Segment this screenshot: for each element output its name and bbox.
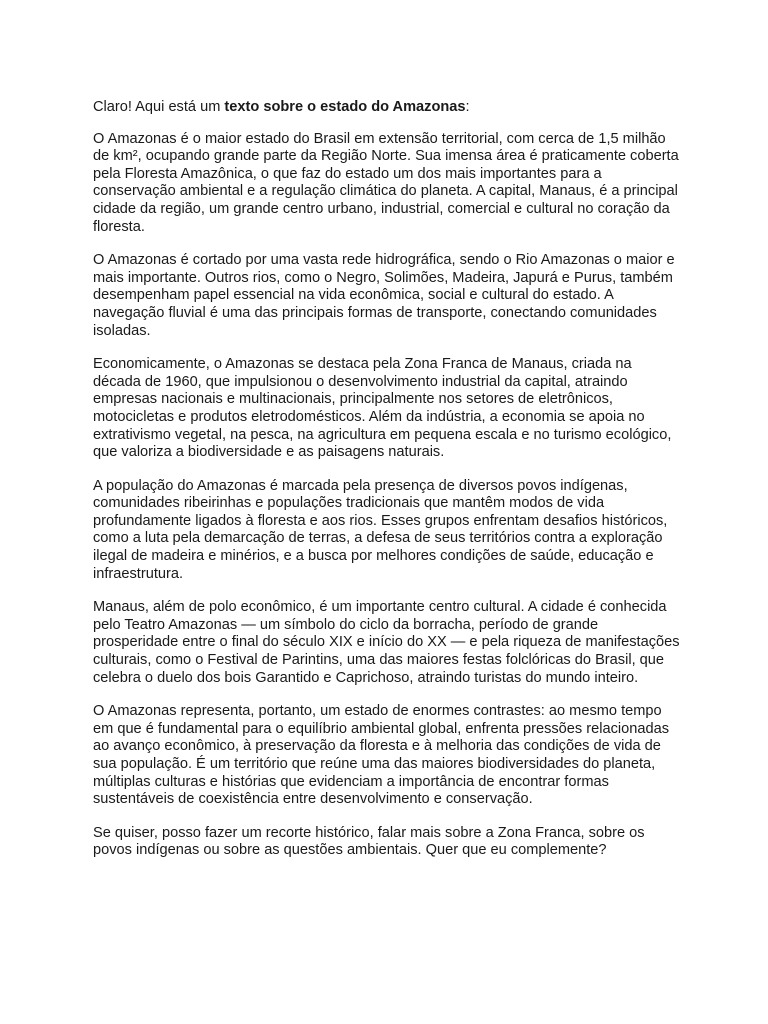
intro-bold-title: texto sobre o estado do Amazonas [224, 99, 466, 115]
document-body [93, 99, 683, 876]
intro-suffix: : [465, 99, 470, 115]
paragraph-culture: Manaus, além de polo econômico, é um importante centro cultural. A cidade é conhecida pelo Teatro Amazonas — um símbolo do ciclo da borracha, período de grande prosperidade entre o final do século XIX e início do XX — e pela riqueza de manifestações culturais, como o Festival de Parintins, uma das maiores festas folclóricas do Brasil, que celebra o duelo dos bois Garantido e Caprichoso, atraindo turistas do mundo inteiro. [93, 599, 680, 686]
paragraph-hydrography: O Amazonas é cortado por uma vasta rede hidrográfica, sendo o Rio Amazonas o maior e mais importante. Outros rios, como o Negro, Solimões, Madeira, Japurá e Purus, também desempenham papel essencial na vida econômica, social e cultural do estado. A navegação fluvial é uma das principais formas de transporte, conectando comunidades isoladas. [93, 252, 675, 339]
paragraph-follow-up: Se quiser, posso fazer um recorte histórico, falar mais sobre a Zona Franca, sobre os povos indígenas ou sobre as questões ambientais. Quer que eu complemente? [93, 824, 645, 859]
paragraph-conclusion: O Amazonas representa, portanto, um estado de enormes contrastes: ao mesmo tempo em que é fundamental para o equilíbrio ambiental global, enfrenta pressões relacionadas ao avanço econômico, à preservação da floresta e à melhoria das condições de vida de sua população. É um território que reúne uma das maiores biodiversidades do planeta, múltiplas culturas e histórias que evidenciam a importância de encontrar formas sustentáveis de coexistência entre desenvolvimento e conservação. [93, 703, 670, 808]
intro-line [93, 99, 683, 117]
intro-prefix: Claro! Aqui está um [93, 99, 225, 115]
paragraph-population: A população do Amazonas é marcada pela presença de diversos povos indígenas, comunidades ribeirinhas e populações tradicionais que mantêm modos de vida profundamente ligados à floresta e aos rios. Esses grupos enfrentam desafios históricos, como a luta pela demarcação de terras, a defesa de seus territórios contra a exploração ilegal de madeira e minérios, e a busca por melhores condições de saúde, educação e infraestrutura. [93, 477, 668, 582]
paragraph-economy: Economicamente, o Amazonas se destaca pela Zona Franca de Manaus, criada na década de 1960, que impulsionou o desenvolvimento industrial da capital, atraindo empresas nacionais e multinacionais, principalmente nos setores de eletrônicos, motocicletas e produtos eletrodomésticos. Além da indústria, a economia se apoia no extrativismo vegetal, na pesca, na agricultura em pequena escala e no turismo ecológico, que valoriza a biodiversidade e as paisagens naturais. [93, 356, 672, 461]
paragraph-area-capital: O Amazonas é o maior estado do Brasil em extensão territorial, com cerca de 1,5 milhão de km², ocupando grande parte da Região Norte. Sua imensa área é praticamente coberta pela Floresta Amazônica, o que faz do estado um dos mais importantes para a conservação ambiental e a regulação climática do planeta. A capital, Manaus, é a principal cidade da região, um grande centro urbano, industrial, comercial e cultural no coração da floresta. [93, 130, 679, 235]
